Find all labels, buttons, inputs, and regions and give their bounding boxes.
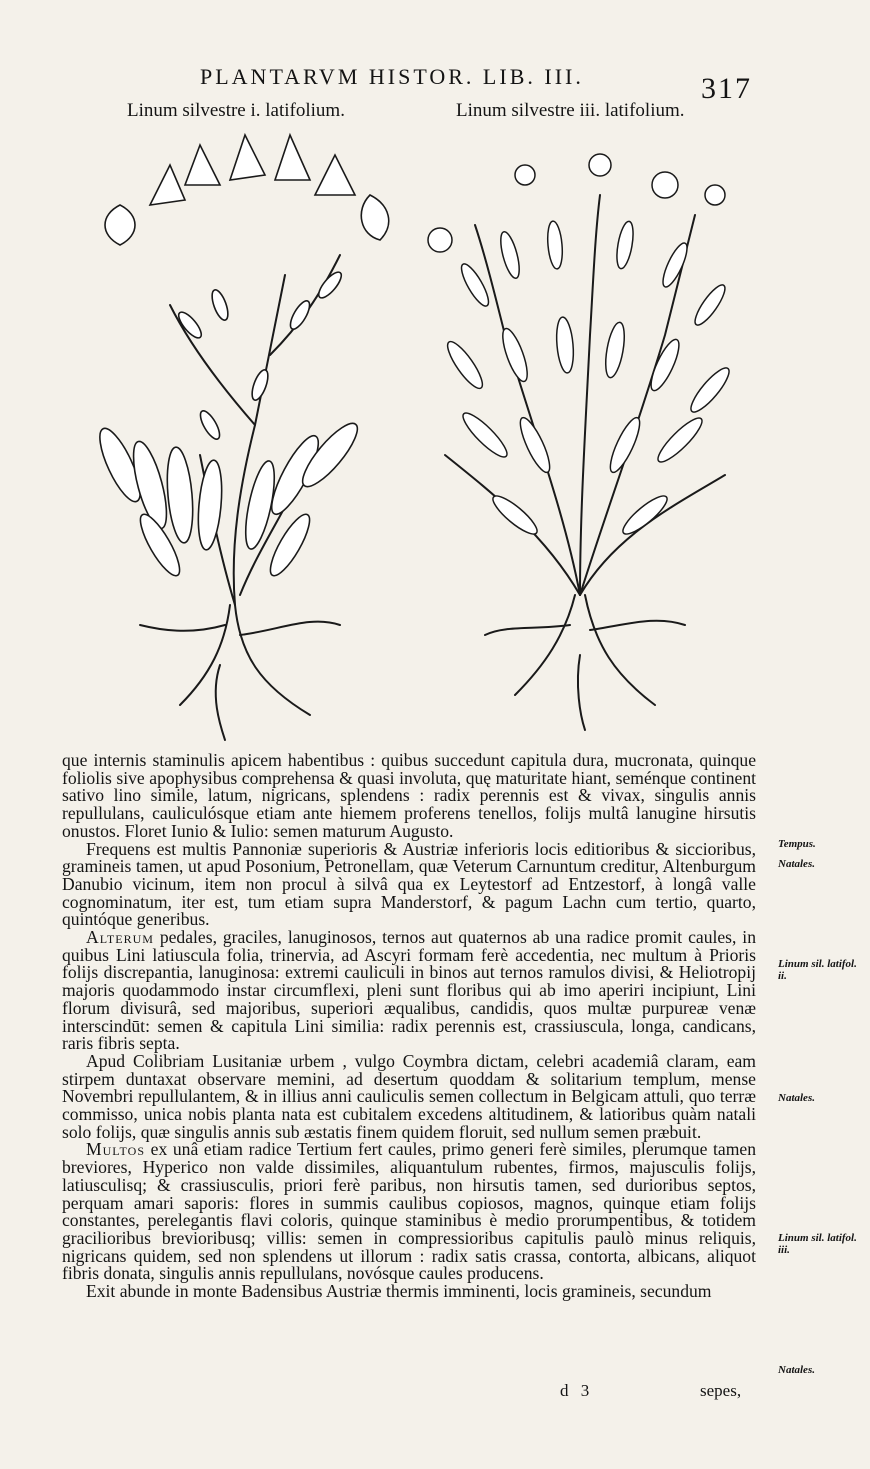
caption-linum-silvestre-iii: Linum silvestre iii. latifolium. bbox=[456, 100, 685, 121]
marginal-note-natales-3: Natales. bbox=[778, 1364, 815, 1376]
marginal-note-tempus: Tempus. bbox=[778, 838, 816, 850]
catchword: sepes, bbox=[700, 1381, 742, 1400]
paragraph-6: Exit abunde in monte Badensibus Austriæ thermis imminenti, locis gramineis, secundum bbox=[86, 1281, 712, 1302]
caption-linum-silvestre-i: Linum silvestre i. latifolium. bbox=[127, 100, 345, 121]
marginal-note-natales-2: Natales. bbox=[778, 1092, 815, 1104]
paragraph-5-text: ex unâ etiam radice Tertium fert caules, primo generi ferè similes, plerumque tamen breviores, Hyperico non valde dissimiles, aliquantulum rubentes, firmos, majusculis folijs, latiusculisq; & crassiusculis, priori ferè paribus, non hirsutis tamen, sed durioribus septos, perquam amari saporis: flores in summis caulibus copiosos, magnos, quinque etiam folijs constantes, perelegantis flavi coloris, quinque staminibus è medio prorumpentibus, & totidem gracilioribus brevioribusq; villis: semen in compressioribus capitulis paulò minus reliquis, nigricans quidem, sed non splendens ut illorum : radix satis crassa, contorta, albicans, aliquot fibris donata, singulis annis repullulans, novósque caules producens. bbox=[62, 1139, 756, 1284]
woodcut-linum-silvestre-i bbox=[60, 125, 410, 745]
printer-signature: d 3 bbox=[560, 1381, 594, 1400]
paragraph-3-text: pedales, graciles, lanuginosos, ternos aut quaternos ab una radice promit caules, in quibus Lini latiuscula folia, trinervia, ad Ascyri formam ferè accedentia, nec multum à Prioris folijs discrepantia, lanuginosa: extremi cauliculi in binos aut ternos ramulos divisi, & Heliotropij majoris quodammodo instar circumflexi, pleni sunt floribus qui ab imo aperiri incipiunt, Lini florum divisurâ, sed majoribus, superiori æqualibus, candidis, quos multæ purpureæ venæ interscindūt: semen & capitula Lini similia: radix perennis est, crassiuscula, longa, candicans, raris fibris septa. bbox=[62, 927, 756, 1054]
body-text bbox=[62, 752, 756, 1301]
paragraph-5 bbox=[62, 1141, 756, 1283]
paragraph-1: que internis staminulis apicem habentibus : quibus succedunt capitula dura, mucronata, quinque foliolis sive apophysibus comprehensa & quasi involuta, quę maturitate hiant, seménque continent sativo lino simile, latum, nigricans, splendens : radix perennis est & vivax, singulis annis repullulans, cauliculósque etiam ante hiemem proferens tenellos, folijs multâ lanugine hirsutis onustos. Floret Iunio & Iulio: semen maturum Augusto. bbox=[62, 750, 756, 841]
paragraph-5-lead: Multos bbox=[86, 1139, 145, 1160]
paragraph-3 bbox=[62, 929, 756, 1053]
paragraph-4: Apud Colibriam Lusitaniæ urbem , vulgo Coymbra dictam, celebri academiâ claram, eam stirpem duntaxat observare memini, ad desertum quoddam & solitarium templum, mense Novembri repullulantem, & in illius anni cauliculis semen collectum in Belgicam attuli, quo terræ commisso, unica nobis planta nata est cubitalem excedens altitudinem, & latioribus quàm natali solo folijs, quæ singulis annis sub æstatis finem quidem floruit, sed nullum semen præbuit. bbox=[62, 1050, 756, 1142]
woodcut-linum-silvestre-iii bbox=[415, 135, 750, 735]
marginal-note-linum-iii: Linum sil. latifol. iii. bbox=[778, 1232, 857, 1256]
paragraph-2: Frequens est multis Pannoniæ superioris & Austriæ inferioris locis editioribus & siccioribus, gramineis tamen, ut apud Posonium, Petronellam, quæ Veterum Carnuntum creditur, Altenburgum Danubio vicinum, item non procul à silvâ qua ex Leytestorf ad Entzestorf, à longâ valle cognominatum, iter est, tum etiam supra Manderstorf, & pagum Lachn cum tertio, quarto, quintóque generibus. bbox=[62, 838, 756, 930]
page-number: 317 bbox=[701, 72, 752, 105]
marginal-note-natales-1: Natales. bbox=[778, 858, 815, 870]
paragraph-3-lead: Alterum bbox=[86, 927, 154, 948]
marginal-note-linum-ii: Linum sil. latifol. ii. bbox=[778, 958, 857, 982]
running-head: PLANTARVM HISTOR. LIB. III. bbox=[200, 64, 584, 89]
